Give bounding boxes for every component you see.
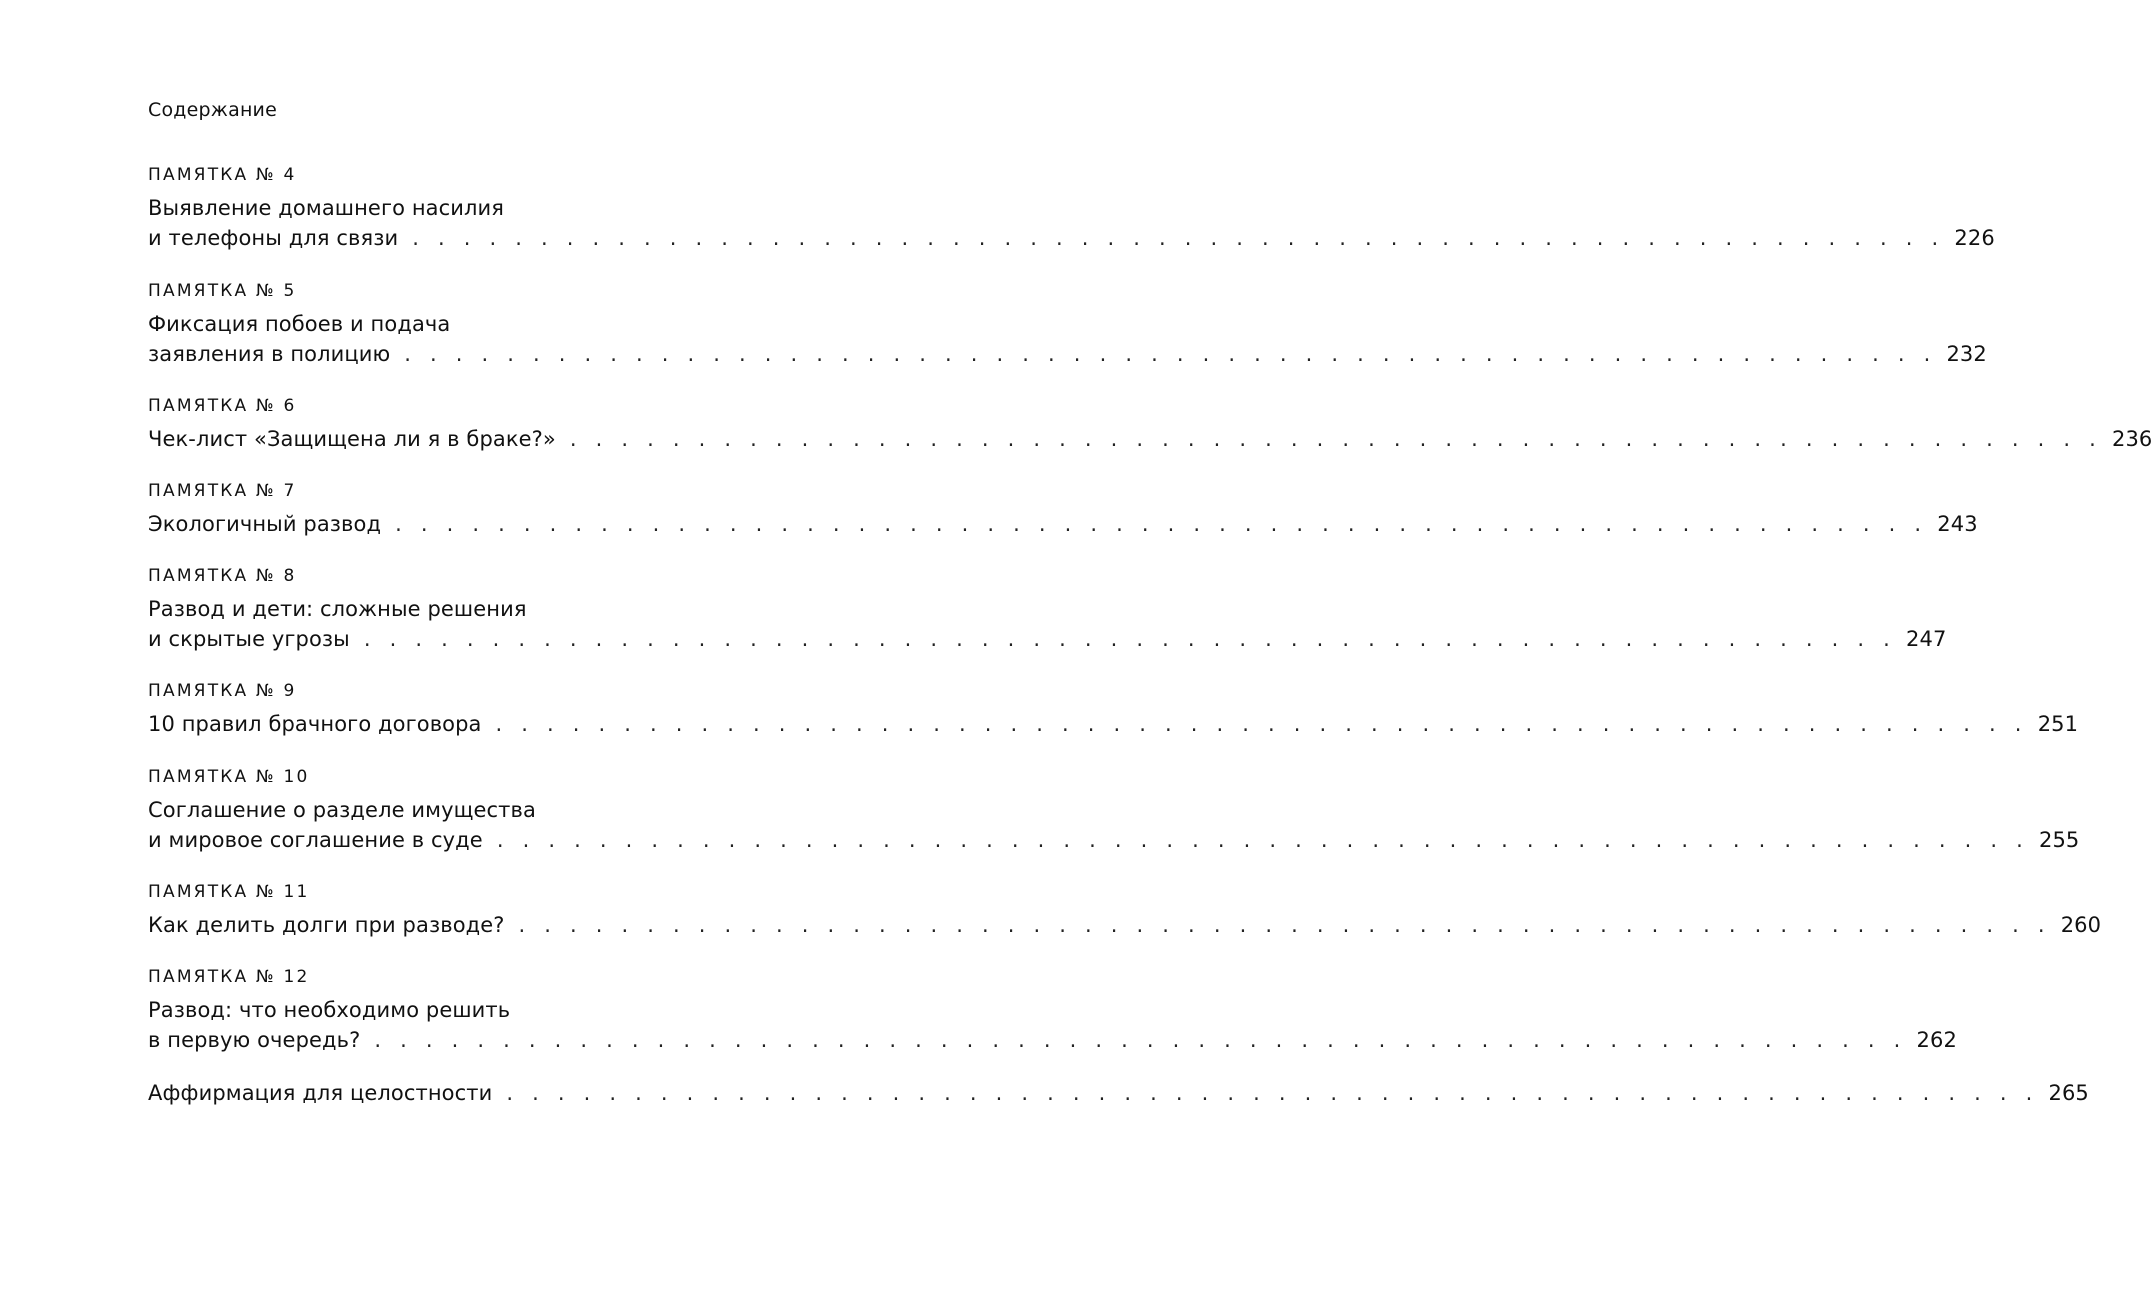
entry-title-last-line bbox=[148, 1025, 1957, 1055]
toc-entry-memo-6[interactable] bbox=[148, 395, 2152, 454]
entry-title-text: и телефоны для связи bbox=[148, 226, 399, 250]
dot-leader: . . . . . . . . . . . . . . . . . . . . . . . . . . . . . . . . . . . . . . . . . . . . . . . . . . . . . . . . . . . . bbox=[412, 226, 1945, 250]
page-number: 262 bbox=[1916, 1028, 1957, 1052]
memo-label: ПАМЯТКА № 10 bbox=[148, 767, 310, 787]
entry-title-last-line bbox=[148, 424, 2152, 454]
page-number: 247 bbox=[1906, 627, 1947, 651]
memo-label: ПАМЯТКА № 7 bbox=[148, 481, 297, 501]
dot-leader: . . . . . . . . . . . . . . . . . . . . . . . . . . . . . . . . . . . . . . . . . . . . . . . . . . . . . . . . . . . . bbox=[495, 712, 2028, 736]
entry-title-last-line bbox=[148, 825, 2080, 855]
dot-leader: . . . . . . . . . . . . . . . . . . . . . . . . . . . . . . . . . . . . . . . . . . . . . . . . . . . . . . . . . . . . bbox=[395, 512, 1928, 536]
entry-title-text: Экологичный развод bbox=[148, 512, 382, 536]
entry-title-last-line bbox=[148, 709, 2079, 739]
entry-title-line: Развод и дети: сложные решения bbox=[148, 597, 527, 621]
memo-label: ПАМЯТКА № 9 bbox=[148, 681, 297, 701]
page-number: 226 bbox=[1954, 226, 1995, 250]
toc-entry-memo-9[interactable] bbox=[148, 680, 2079, 739]
page-number: 236 bbox=[2112, 427, 2152, 451]
entry-title-text: Чек-лист «Защищена ли я в браке?» bbox=[148, 427, 556, 451]
entry-title-line: Соглашение о разделе имущества bbox=[148, 798, 536, 822]
toc-entry-memo-4[interactable] bbox=[148, 164, 1995, 253]
toc-entry-memo-7[interactable] bbox=[148, 480, 1978, 539]
memo-label: ПАМЯТКА № 4 bbox=[148, 165, 297, 185]
memo-label: ПАМЯТКА № 12 bbox=[148, 967, 310, 987]
entry-title-text: и мировое соглашение в суде bbox=[148, 828, 483, 852]
memo-label: ПАМЯТКА № 5 bbox=[148, 281, 297, 301]
entry-title-line: Развод: что необходимо решить bbox=[148, 998, 511, 1022]
page-number: 243 bbox=[1937, 512, 1978, 536]
memo-label: ПАМЯТКА № 8 bbox=[148, 566, 297, 586]
entry-title-last-line bbox=[148, 1078, 2089, 1108]
running-header: Содержание bbox=[148, 99, 277, 121]
dot-leader: . . . . . . . . . . . . . . . . . . . . . . . . . . . . . . . . . . . . . . . . . . . . . . . . . . . . . . . . . . . . bbox=[363, 627, 1897, 651]
memo-label: ПАМЯТКА № 6 bbox=[148, 396, 297, 416]
dot-leader: . . . . . . . . . . . . . . . . . . . . . . . . . . . . . . . . . . . . . . . . . . . . . . . . . . . . . . . . . . . . bbox=[518, 913, 2051, 937]
page-number: 232 bbox=[1946, 342, 1987, 366]
dot-leader: . . . . . . . . . . . . . . . . . . . . . . . . . . . . . . . . . . . . . . . . . . . . . . . . . . . . . . . . . . . . bbox=[506, 1081, 2039, 1105]
memo-label: ПАМЯТКА № 11 bbox=[148, 882, 310, 902]
entry-title-text: Как делить долги при разводе? bbox=[148, 913, 505, 937]
entry-title-last-line bbox=[148, 339, 1987, 369]
toc-entry-memo-5[interactable] bbox=[148, 280, 1987, 369]
page-number: 265 bbox=[2048, 1081, 2089, 1105]
toc-entry-memo-8[interactable] bbox=[148, 565, 1947, 654]
entry-title-text: заявления в полицию bbox=[148, 342, 391, 366]
entry-title-last-line bbox=[148, 910, 2102, 940]
dot-leader: . . . . . . . . . . . . . . . . . . . . . . . . . . . . . . . . . . . . . . . . . . . . . . . . . . . . . . . . . . . . bbox=[404, 342, 1937, 366]
entry-title-last-line bbox=[148, 624, 1947, 654]
entry-title-text: в первую очередь? bbox=[148, 1028, 361, 1052]
entry-title-text: 10 правил брачного договора bbox=[148, 712, 482, 736]
page-number: 251 bbox=[2037, 712, 2079, 736]
dot-leader: . . . . . . . . . . . . . . . . . . . . . . . . . . . . . . . . . . . . . . . . . . . . . . . . . . . . . . . . . . . . bbox=[569, 427, 2103, 451]
entry-title-last-line bbox=[148, 223, 1995, 253]
dot-leader: . . . . . . . . . . . . . . . . . . . . . . . . . . . . . . . . . . . . . . . . . . . . . . . . . . . . . . . . . . . . bbox=[496, 828, 2029, 852]
toc-entry-memo-10[interactable] bbox=[148, 766, 2080, 855]
toc-entry-affirmation[interactable] bbox=[148, 1078, 2089, 1108]
entry-title-line: Фиксация побоев и подача bbox=[148, 312, 451, 336]
toc-entry-memo-11[interactable] bbox=[148, 881, 2102, 940]
entry-title-line: Выявление домашнего насилия bbox=[148, 196, 505, 220]
page-number: 260 bbox=[2060, 913, 2102, 937]
entry-title-text: и скрытые угрозы bbox=[148, 627, 350, 651]
page-number: 255 bbox=[2038, 828, 2080, 852]
dot-leader: . . . . . . . . . . . . . . . . . . . . . . . . . . . . . . . . . . . . . . . . . . . . . . . . . . . . . . . . . . . . bbox=[374, 1028, 1907, 1052]
entry-title-text: Аффирмация для целостности bbox=[148, 1081, 493, 1105]
toc-entry-memo-12[interactable] bbox=[148, 966, 1957, 1055]
entry-title-last-line bbox=[148, 509, 1978, 539]
